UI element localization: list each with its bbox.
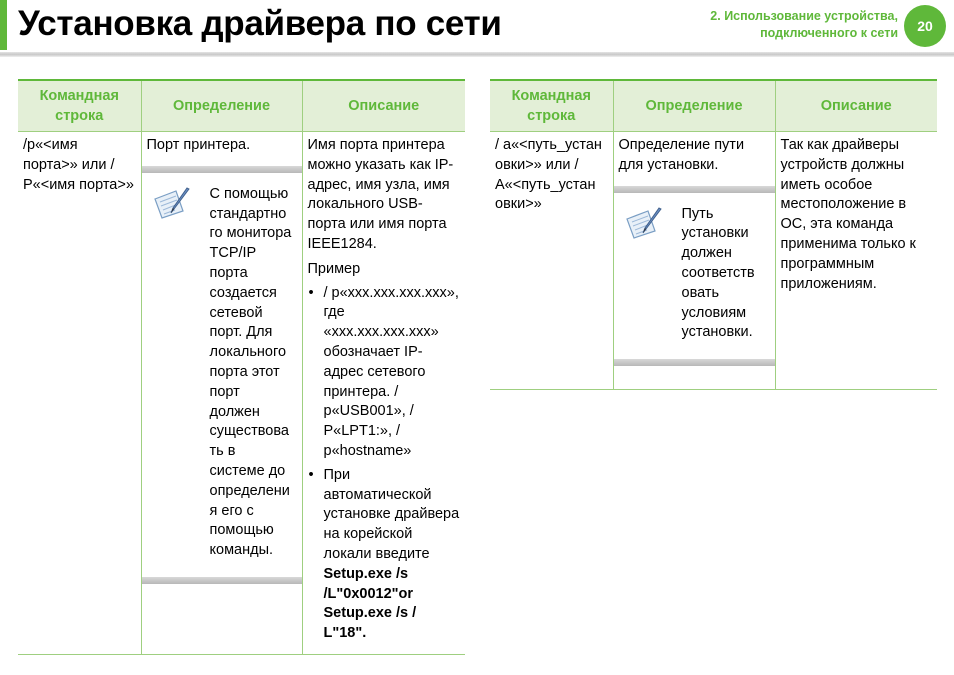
cell-command: / a«<путь_устан овки>» или / A«<путь_устан овки>» bbox=[490, 132, 613, 390]
note-pencil-icon bbox=[152, 185, 198, 561]
header-divider bbox=[0, 52, 954, 57]
note-text: С помощью стандартно го монитора TCP/IP порта создается сетевой порт. Для локального порта этот порт должен существова ть в системе до определени я его с помощью команды. bbox=[209, 185, 292, 559]
note-box bbox=[614, 186, 775, 367]
note-top-bar bbox=[142, 166, 302, 173]
right-options-table bbox=[490, 79, 937, 390]
definition-text: Порт принтера. bbox=[146, 137, 251, 153]
col-header-description: Описание bbox=[775, 80, 937, 132]
left-options-table bbox=[18, 79, 465, 655]
note-bottom-bar bbox=[142, 577, 302, 584]
page-title: Установка драйвера по сети bbox=[18, 4, 502, 43]
table-header-row bbox=[490, 80, 937, 132]
col-header-command: Командная строка bbox=[18, 80, 141, 132]
page-number-badge: 20 bbox=[904, 5, 946, 47]
command-example: Setup.exe /s /L"0x0012"or Setup.exe /s / L"18". bbox=[323, 565, 417, 642]
example-label: Пример bbox=[307, 260, 361, 277]
list-item: • / p«xxx.xxx.xxx.xxx», где «xxx.xxx.xxx.xxx» обозначает IP-адрес сетевого принтера. / p«USB001», / P«LPT1:», / p«hostname» bbox=[324, 284, 461, 462]
cell-definition bbox=[141, 132, 302, 655]
title-accent-bar bbox=[0, 0, 7, 50]
col-header-definition: Определение bbox=[141, 80, 302, 132]
col-header-description: Описание bbox=[302, 80, 465, 132]
cell-definition bbox=[613, 132, 775, 390]
chapter-breadcrumb[interactable] bbox=[710, 8, 898, 42]
list-item bbox=[324, 466, 461, 644]
list-item-text: При автоматической установке драйвера на корейской локали введите bbox=[323, 466, 460, 562]
note-bottom-bar bbox=[614, 359, 775, 366]
note-top-bar bbox=[614, 186, 775, 193]
table-row bbox=[18, 132, 465, 655]
definition-text: Определение пути для установки. bbox=[618, 137, 745, 173]
cell-command: /p«<имя порта>» или / P«<имя порта>» bbox=[18, 132, 141, 655]
col-header-command: Командная строка bbox=[490, 80, 613, 132]
col-header-definition: Определение bbox=[613, 80, 775, 132]
cell-description: Так как драйверы устройств должны иметь особое местоположение в ОС, эта команда применима только к программным приложениям. bbox=[775, 132, 937, 390]
table-header-row bbox=[18, 80, 465, 132]
example-list bbox=[308, 284, 461, 644]
note-text: Путь установки должен соответств овать условиям установки. bbox=[681, 205, 755, 341]
description-paragraph: Имя порта принтера можно указать как IP-адрес, имя узла, имя локального USB-порта или имя порта IEEE1284. bbox=[307, 137, 454, 252]
note-pencil-icon bbox=[624, 205, 670, 344]
table-row bbox=[490, 132, 937, 390]
chapter-line-2: подключенного к сети bbox=[760, 26, 898, 40]
note-box bbox=[142, 166, 302, 584]
cell-description bbox=[302, 132, 465, 655]
chapter-line-1: 2. Использование устройства, bbox=[710, 9, 898, 23]
